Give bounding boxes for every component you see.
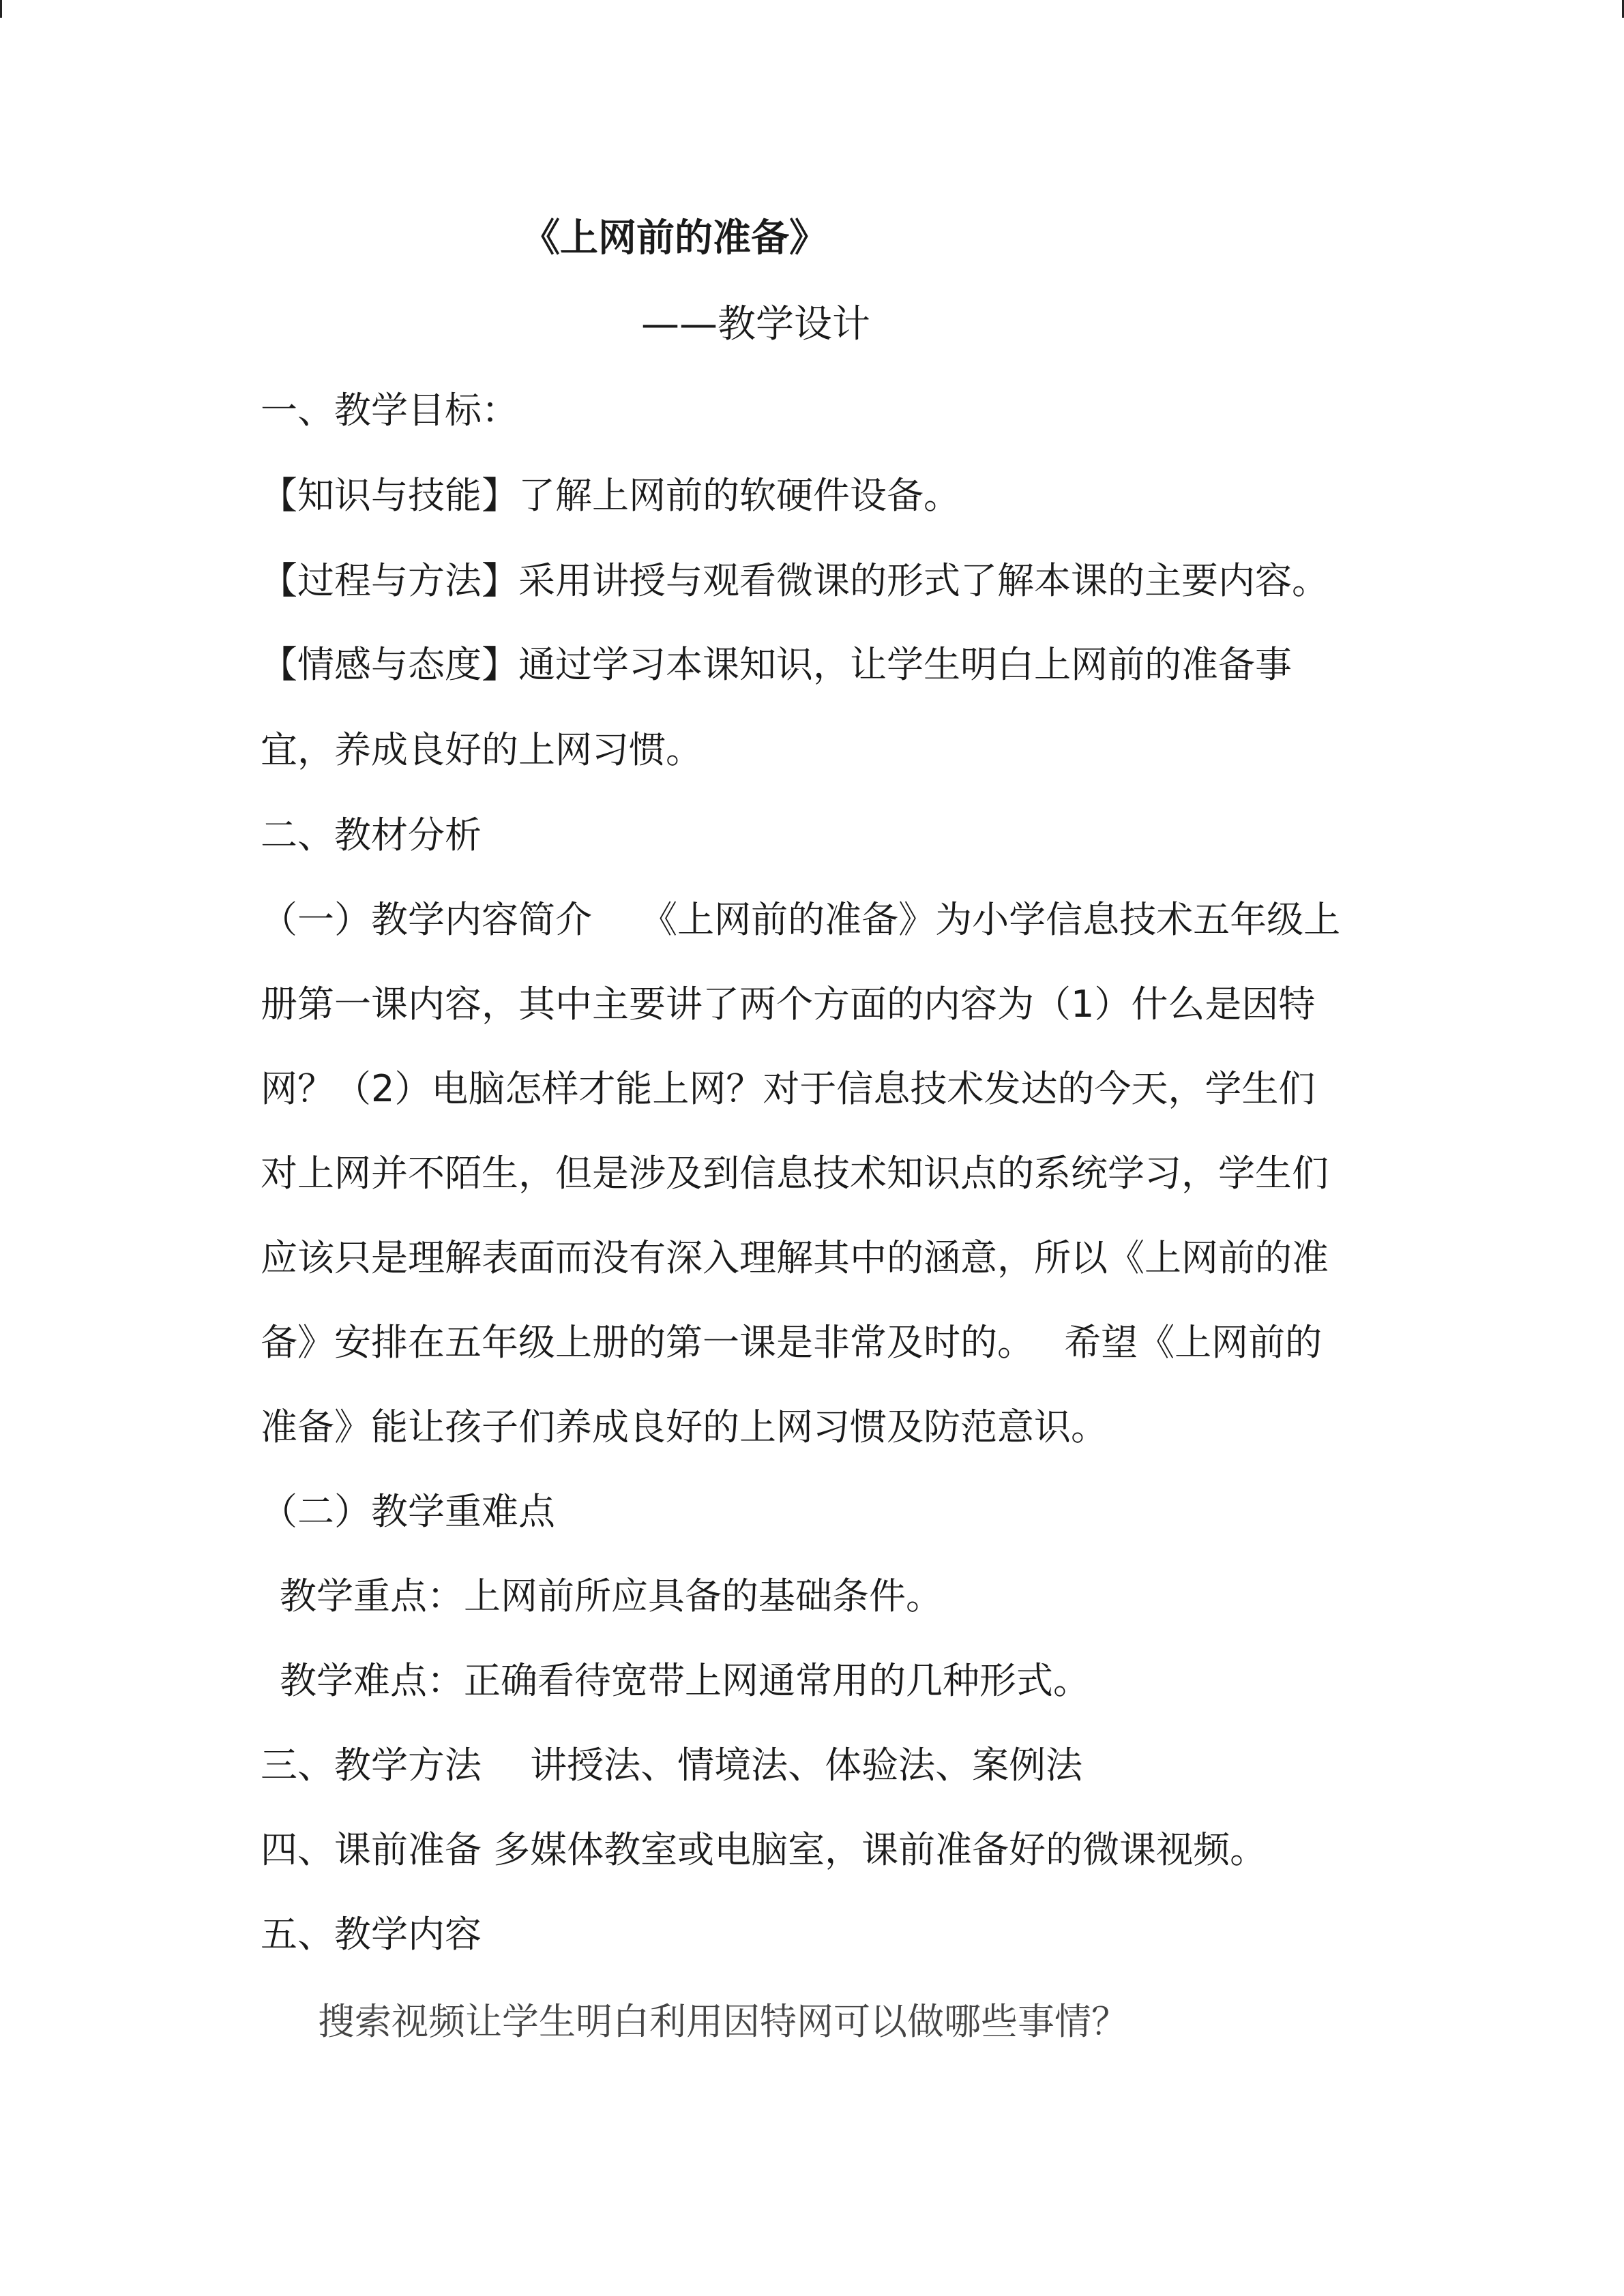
paragraph-content-intro-line4: 对上网并不陌生，但是涉及到信息技术知识点的系统学习，学生们 [261, 1152, 1329, 1195]
paragraph-content-intro-line5: 应该只是理解表面而没有深入理解其中的涵意，所以《上网前的准 [261, 1236, 1329, 1279]
paragraph-key-point: 教学重点：上网前所应具备的基础条件。 [280, 1575, 943, 1617]
paragraph-content-intro-line7: 准备》能让孩子们养成良好的上网习惯及防范意识。 [261, 1405, 1108, 1448]
paragraph-process-methods: 【过程与方法】采用讲授与观看微课的形式了解本课的主要内容。 [261, 559, 1329, 602]
section-heading-teaching-content: 五、教学内容 [261, 1913, 482, 1956]
section-heading-material-analysis: 二、教材分析 [261, 814, 482, 856]
paragraph-emotion-attitude-line2: 宜，养成良好的上网习惯。 [261, 728, 703, 771]
paragraph-content-intro-line3: 网？（2）电脑怎样才能上网？对于信息技术发达的今天，学生们 [261, 1067, 1316, 1110]
paragraph-content-intro-line2: 册第一课内容，其中主要讲了两个方面的内容为（1）什么是因特 [261, 983, 1316, 1026]
subsection-heading-key-points: （二）教学重难点 [261, 1490, 555, 1533]
paragraph-knowledge-skills: 【知识与技能】了解上网前的软硬件设备。 [261, 474, 960, 517]
document-subtitle: ——教学设计 [641, 302, 870, 346]
paragraph-difficult-point: 教学难点：正确看待宽带上网通常用的几种形式。 [280, 1659, 1090, 1702]
document-title: 《上网前的准备》 [522, 216, 827, 260]
paragraph-emotion-attitude-line1: 【情感与态度】通过学习本课知识，让学生明白上网前的准备事 [261, 643, 1292, 686]
page-corner-mark-left [0, 0, 2, 18]
paragraph-content-intro-line6: 备》安排在五年级上册的第一课是非常及时的。 希望《上网前的 [261, 1321, 1323, 1364]
paragraph-search-video: 搜索视频让学生明白利用因特网可以做哪些事情？ [318, 2000, 1128, 2043]
section-heading-objectives: 一、教学目标： [261, 389, 518, 432]
section-heading-teaching-methods: 三、教学方法 讲授法、情境法、体验法、案例法 [261, 1744, 1083, 1787]
section-heading-preparation: 四、课前准备 多媒体教室或电脑室，课前准备好的微课视频。 [261, 1828, 1267, 1871]
paragraph-content-intro-line1: （一）教学内容简介 《上网前的准备》为小学信息技术五年级上 [261, 898, 1341, 941]
